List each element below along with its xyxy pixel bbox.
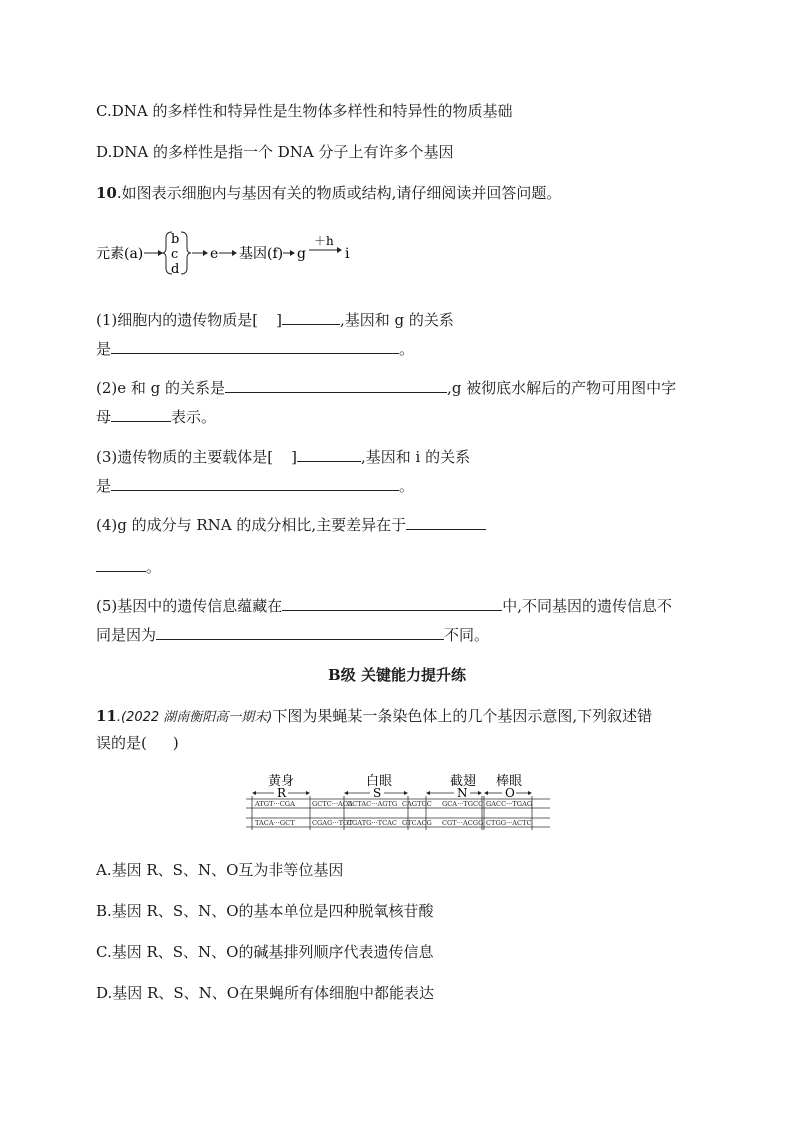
gene-symbol-R: R [277,786,287,800]
arrow-icon [283,250,295,256]
diagram-start: 元素(a) [96,246,144,262]
q10-stem [96,183,561,203]
q10-number: 10 [96,184,117,202]
q10-p3-text-c: ,基因和 i 的关系 [360,448,471,466]
gene-trait-3: 棒眼 [496,774,523,789]
q10-p3-text-d: 是 [96,477,112,495]
q9-option-d: D.DNA 的多样性是指一个 DNA 分子上有许多个基因 [96,143,454,161]
q10-p1-text-d: 是 [96,340,112,358]
seq-top-4: GCA···TGCC [442,800,484,808]
q10-part1-line1 [96,309,454,330]
q10-stem-text: .如图表示细胞内与基因有关的物质或结构,请仔细阅读并回答问题。 [116,184,562,202]
q10-p2-blank-2[interactable] [111,406,171,422]
gene-symbol-N: N [457,786,468,800]
gene-trait-2: 截翅 [450,774,477,789]
q10-part3-line2 [96,475,414,496]
gene-trait-0: 黄身 [268,774,295,789]
q10-part5-line2 [96,624,489,645]
q10-p2-text-b: ,g 被彻底水解后的产物可用图中字 [447,379,677,397]
q10-p4-blank-1[interactable] [406,514,486,530]
seq-top-3: CAGTGC [402,800,432,808]
q10-p4-period: 。 [146,558,162,576]
q10-p5-text-d: 不同。 [444,626,490,644]
q11-stem-text-c: ) [172,734,179,752]
q10-p3-period: 。 [399,477,415,495]
q10-p3-blank-2[interactable] [111,475,399,491]
gene-trait-1: 白眼 [366,774,393,789]
q10-flow-diagram [92,228,372,278]
diagram-i: i [345,246,350,262]
q10-part1-line2 [96,338,414,359]
diagram-g: g [297,246,306,262]
seq-bottom-3: GTCACG [402,819,432,827]
arrow-icon [219,250,237,256]
q10-p1-text-b: ] [276,311,282,329]
q10-p1-text-c: ,基因和 g 的关系 [339,311,454,329]
section-heading-b: B级 关键能力提升练 [328,666,466,684]
q11-stem-line2 [96,733,179,753]
q11-stem-text: 下图为果蝇某一条染色体上的几个基因示意图,下列叙述错 [272,707,653,725]
q9-option-c: C.DNA 的多样性和特异性是生物体多样性和特异性的物质基础 [96,102,513,120]
diagram-branch-c: c [171,247,179,262]
seq-top-1: GCTC···ACA [312,800,353,808]
seq-bottom-2: CGATG···TCAC [347,819,397,827]
q10-p1-blank-2[interactable] [111,338,399,354]
q10-p3-text-b: ] [291,448,297,466]
q10-part2-line2 [96,406,216,427]
q10-p3-text-a: (3)遗传物质的主要载体是[ [96,448,274,466]
q11-source: .(2022 湖南衡阳高一期末) [116,710,273,725]
arrow-icon [144,250,163,256]
diagram-branch-d: d [171,262,180,277]
q10-p5-text-a: (5)基因中的遗传信息蕴藏在 [96,597,283,615]
q11-option-d[interactable]: D.基因 R、S、N、O在果蝇所有体细胞中都能表达 [96,984,435,1002]
q10-p5-blank-2[interactable] [156,624,444,640]
q10-part4-line2 [96,556,161,577]
gene-span-S [344,786,408,800]
q11-option-c[interactable]: C.基因 R、S、N、O的碱基排列顺序代表遗传信息 [96,943,434,961]
q10-p2-blank-1[interactable] [225,377,447,393]
seq-bottom-1: CGAG···TGT [312,819,353,827]
q10-p2-text-d: 表示。 [171,408,217,426]
diagram-gene: 基因(f) [239,246,284,262]
q11-stem-line1 [96,706,652,728]
q11-number: 11 [96,707,117,725]
q11-option-b[interactable]: B.基因 R、S、N、O的基本单位是四种脱氧核苷酸 [96,902,434,920]
q10-part5-line1 [96,595,672,616]
q10-p5-text-b: 中,不同基因的遗传信息不 [502,597,673,615]
diagram-branch-b: b [171,232,180,247]
gene-symbol-S: S [373,786,382,800]
seq-bottom-5: CTGG···ACTC [486,819,532,827]
seq-bottom-0: TACA···GCT [255,819,295,827]
arrow-icon [192,250,208,256]
q10-p1-text-a: (1)细胞内的遗传物质是[ [96,311,259,329]
seq-top-2: GCTAC···AGTG [347,800,398,808]
gene-symbol-O: O [505,786,515,800]
q10-p1-blank-1[interactable] [282,309,340,325]
gene-span-R [252,786,310,800]
q11-stem-text-b: 误的是( [96,734,147,752]
q10-p2-text-c: 母 [96,408,112,426]
q11-gene-diagram [244,770,554,836]
q10-part4-line1 [96,514,486,535]
seq-bottom-4: CGT···ACGG [442,819,484,827]
diagram-plus-h: ＋h [314,234,334,248]
q10-p2-text-a: (2)e 和 g 的关系是 [96,379,226,397]
right-brace-icon [181,232,191,274]
q11-option-a[interactable]: A.基因 R、S、N、O互为非等位基因 [96,861,344,879]
diagram-e: e [210,246,219,262]
q10-p1-period: 。 [399,340,415,358]
q10-p4-blank-2[interactable] [96,556,146,572]
q10-part2-line1 [96,377,676,398]
seq-top-0: ATGT···CGA [255,800,295,808]
q10-p3-blank-1[interactable] [297,446,361,462]
q10-p5-blank-1[interactable] [282,595,502,611]
q10-p4-text: (4)g 的成分与 RNA 的成分相比,主要差异在于 [96,516,407,534]
gene-span-O [484,786,532,800]
q10-p5-text-c: 同是因为 [96,626,157,644]
q10-part3-line1 [96,446,470,467]
seq-top-5: GACC···TGAG [486,800,533,808]
